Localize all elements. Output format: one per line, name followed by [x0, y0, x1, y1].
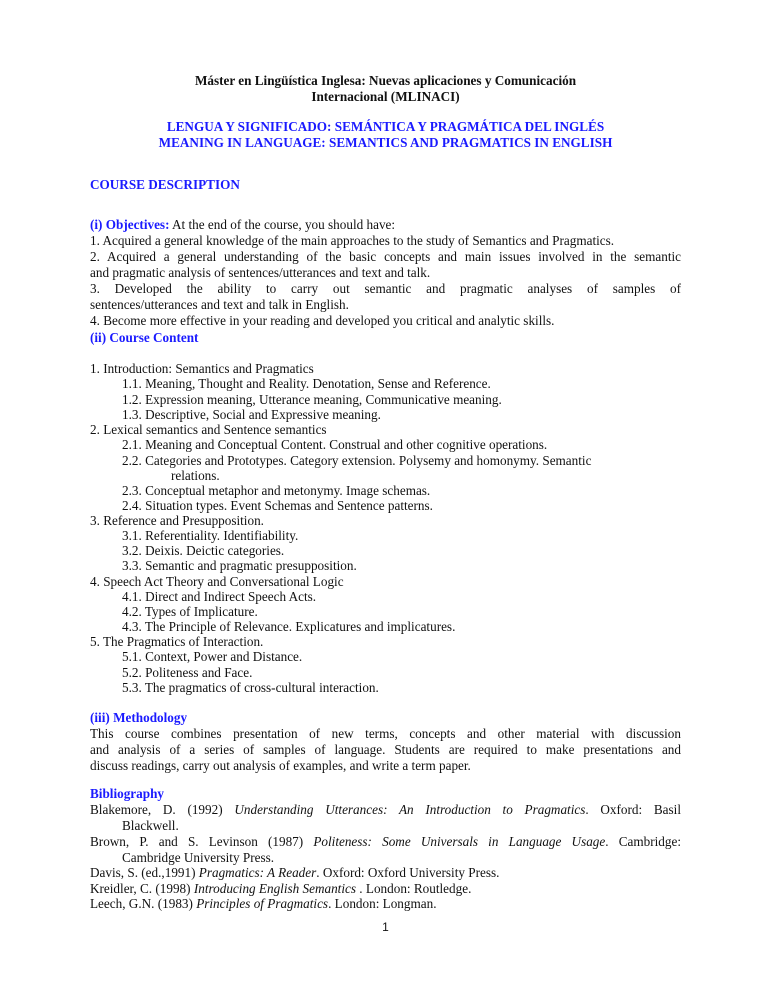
- course-title-english: MEANING IN LANGUAGE: SEMANTICS AND PRAGMATICS IN ENGLISH: [158, 135, 613, 150]
- content-subtopic: 2.4. Situation types. Event Schemas and Sentence patterns.: [122, 498, 433, 513]
- bib-title: Politeness: Some Universals in Language Usage: [313, 834, 606, 849]
- content-subtopic: 2.1. Meaning and Conceptual Content. Construal and other cognitive operations.: [122, 437, 548, 452]
- bib-author: Blakemore, D. (1992): [90, 802, 235, 817]
- objective-item: 1. Acquired a general knowledge of the main approaches to the study of Semantics and Pragmatics.: [90, 233, 615, 248]
- content-topic: 3. Reference and Presupposition.: [90, 513, 264, 528]
- content-subtopic: 4.1. Direct and Indirect Speech Acts.: [122, 589, 317, 604]
- program-title-line1: Máster en Lingüística Inglesa: Nuevas aplicaciones y Comunicación: [194, 73, 577, 88]
- methodology-text: discuss readings, carry out analysis of examples, and write a term paper.: [90, 758, 471, 773]
- methodology-text: This course combines presentation of new terms, concepts and other material with discussion: [90, 726, 681, 741]
- bib-title: Understanding Utterances: An Introduction to Pragmatics: [234, 802, 586, 817]
- bibliography-entry: [90, 881, 681, 897]
- program-title: [90, 73, 681, 105]
- program-title-line2: Internacional (MLINACI): [311, 89, 460, 104]
- bibliography-entry: [90, 865, 681, 881]
- bibliography-entry-cont: Cambridge University Press.: [122, 850, 275, 865]
- objectives-label: (i) Objectives:: [90, 217, 170, 232]
- content-topic: 1. Introduction: Semantics and Pragmatics: [90, 361, 314, 376]
- course-title-spanish: LENGUA Y SIGNIFICADO: SEMÁNTICA Y PRAGMÁTICA DEL INGLÉS: [166, 119, 605, 134]
- objective-item-cont: and pragmatic analysis of sentences/utterances and text and talk.: [90, 265, 431, 280]
- content-subtopic: 2.2. Categories and Prototypes. Category extension. Polysemy and homonymy. Semantic: [122, 453, 592, 468]
- content-subtopic: 5.2. Politeness and Face.: [122, 665, 253, 680]
- content-subtopic: 4.2. Types of Implicature.: [122, 604, 258, 619]
- bibliography-entry: [90, 802, 681, 818]
- content-topic: 4. Speech Act Theory and Conversational Logic: [90, 574, 344, 589]
- bibliography-entry: [90, 834, 681, 850]
- course-content-heading: (ii) Course Content: [90, 330, 199, 345]
- objectives-intro: [90, 217, 681, 233]
- bib-title: Introducing English Semantics: [193, 881, 360, 896]
- content-subtopic: 5.1. Context, Power and Distance.: [122, 649, 303, 664]
- content-subtopic: 5.3. The pragmatics of cross-cultural interaction.: [122, 680, 379, 695]
- bib-author: Davis, S. (ed.,1991): [90, 865, 199, 880]
- page-number: 1: [382, 920, 389, 934]
- bib-publisher: . Cambridge:: [605, 834, 681, 849]
- content-subtopic: 4.3. The Principle of Relevance. Explicatures and implicatures.: [122, 619, 456, 634]
- bibliography-entry-cont: Blackwell.: [122, 818, 179, 833]
- content-subtopic: 1.2. Expression meaning, Utterance meaning, Communicative meaning.: [122, 392, 502, 407]
- course-description-heading: COURSE DESCRIPTION: [90, 177, 240, 192]
- content-subtopic: 3.2. Deixis. Deictic categories.: [122, 543, 285, 558]
- bibliography-heading: Bibliography: [90, 786, 165, 801]
- content-subtopic: 1.3. Descriptive, Social and Expressive meaning.: [122, 407, 381, 422]
- bib-title: Principles of Pragmatics: [196, 896, 329, 911]
- objective-item-cont: sentences/utterances and text and talk in English.: [90, 297, 349, 312]
- content-subtopic: 1.1. Meaning, Thought and Reality. Denotation, Sense and Reference.: [122, 376, 491, 391]
- bib-author: Leech, G.N. (1983): [90, 896, 197, 911]
- content-topic: 5. The Pragmatics of Interaction.: [90, 634, 264, 649]
- bib-title: Pragmatics: A Reader: [198, 865, 317, 880]
- content-subtopic: 3.3. Semantic and pragmatic presupposition.: [122, 558, 357, 573]
- content-topic: 2. Lexical semantics and Sentence semantics: [90, 422, 327, 437]
- objective-item: 4. Become more effective in your reading and developed you critical and analytic skills.: [90, 313, 555, 328]
- bib-publisher: . London: Routledge.: [359, 881, 472, 896]
- content-subtopic-cont: relations.: [171, 468, 220, 483]
- bib-publisher: . Oxford: Oxford University Press.: [316, 865, 500, 880]
- objective-item: 3. Developed the ability to carry out semantic and pragmatic analyses of samples of: [90, 281, 681, 296]
- bib-author: Brown, P. and S. Levinson (1987): [90, 834, 314, 849]
- bib-author: Kreidler, C. (1998): [90, 881, 194, 896]
- objective-item: 2. Acquired a general understanding of the basic concepts and main issues involved in the semantic: [90, 249, 681, 264]
- content-subtopic: 3.1. Referentiality. Identifiability.: [122, 528, 299, 543]
- objectives-intro-text: At the end of the course, you should have:: [169, 217, 396, 232]
- content-subtopic: 2.3. Conceptual metaphor and metonymy. Image schemas.: [122, 483, 431, 498]
- methodology-heading: (iii) Methodology: [90, 710, 188, 725]
- bib-publisher: . London: Longman.: [328, 896, 437, 911]
- bibliography-entry: [90, 896, 681, 912]
- bib-publisher: . Oxford: Basil: [585, 802, 681, 817]
- course-title: [90, 119, 681, 151]
- methodology-text: and analysis of a series of samples of language. Students are required to make presentations and: [90, 742, 681, 757]
